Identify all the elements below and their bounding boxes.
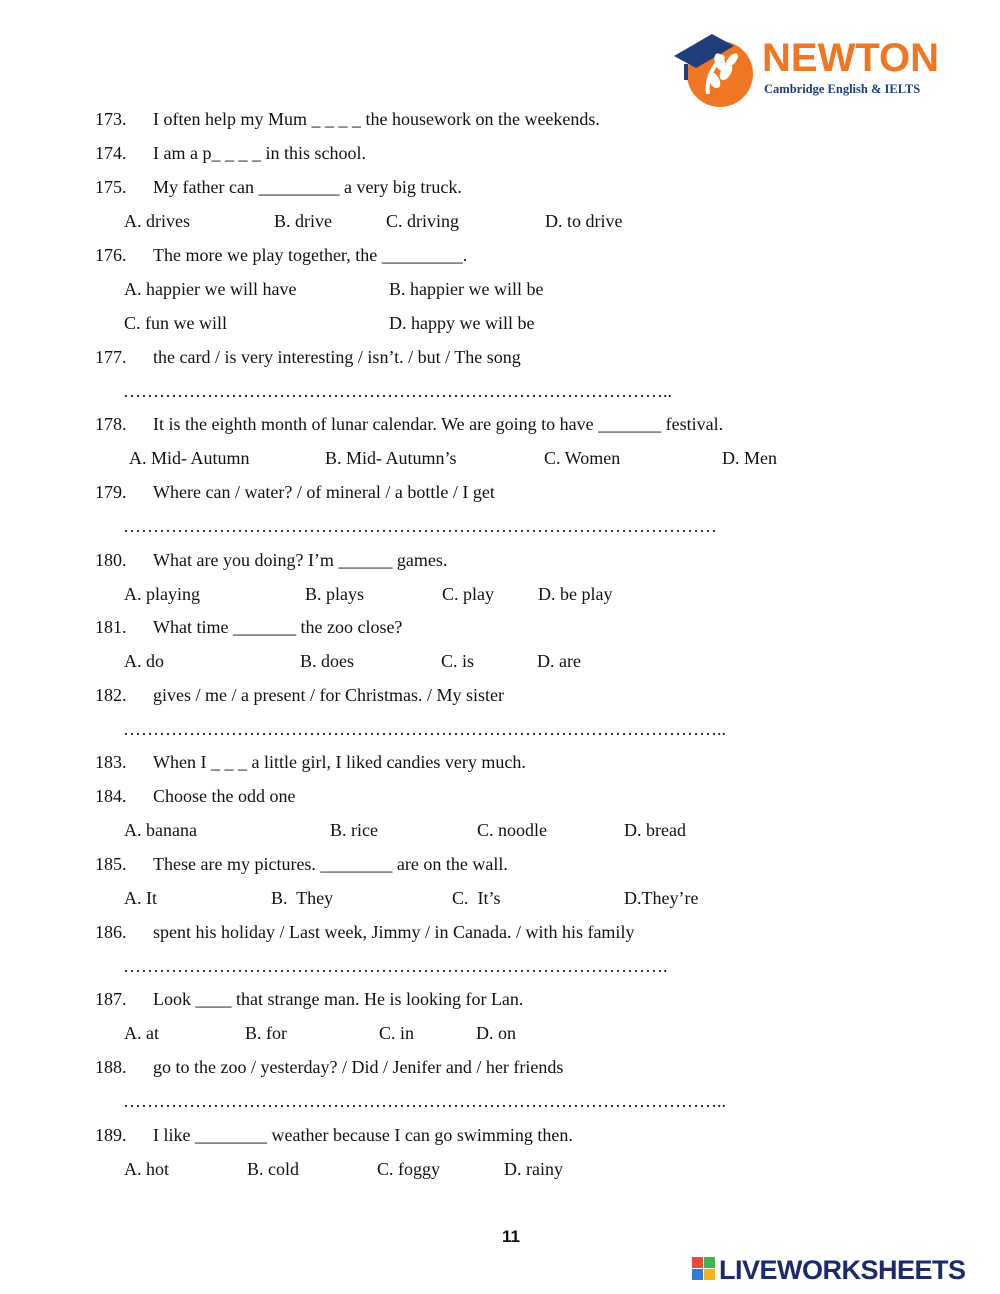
option-c[interactable]: C. driving (386, 211, 460, 231)
answer-dots[interactable]: ……………………………………………………………………………………… (123, 516, 717, 536)
question-number: 173. (95, 109, 127, 129)
question-number: 179. (95, 482, 127, 502)
question-text: Where can / water? / of mineral / a bottle / I get (153, 482, 495, 502)
question-number: 177. (95, 347, 127, 367)
option-d[interactable]: D. bread (624, 820, 686, 840)
option-c[interactable]: C. fun we will (124, 313, 227, 333)
answer-dots[interactable]: ……………………………………………………………………………………….. (123, 719, 726, 739)
option-d[interactable]: D. Men (722, 448, 777, 468)
question-number: 181. (95, 617, 127, 637)
question-number: 188. (95, 1057, 127, 1077)
option-c[interactable]: C. Women (544, 448, 621, 468)
option-c[interactable]: C. is (441, 651, 475, 671)
option-d[interactable]: D. rainy (504, 1159, 563, 1179)
question-number: 175. (95, 177, 127, 197)
brand-tagline: Cambridge English & IELTS (764, 82, 921, 96)
question-number: 183. (95, 752, 127, 772)
question-text: the card / is very interesting / isn’t. / but / The song (153, 347, 521, 367)
liveworksheets-cube-icon (692, 1257, 716, 1281)
question-number: 187. (95, 989, 127, 1009)
question-text: spent his holiday / Last week, Jimmy / in Canada. / with his family (153, 922, 635, 942)
page-number: 11 (502, 1227, 520, 1246)
option-c[interactable]: C. foggy (377, 1159, 440, 1179)
answer-dots[interactable]: ………………………………………………………………………………. (123, 956, 668, 976)
question-text: I often help my Mum _ _ _ _ the housework on the weekends. (153, 109, 600, 129)
option-c[interactable]: C. play (442, 584, 494, 604)
answer-dots[interactable]: ……………………………………………………………………………………….. (123, 1091, 726, 1111)
newton-logo (672, 22, 942, 112)
question-number: 189. (95, 1125, 127, 1145)
option-a[interactable]: A. banana (124, 820, 197, 840)
question-text: My father can _________ a very big truck. (153, 177, 462, 197)
option-a[interactable]: A. hot (124, 1159, 169, 1179)
option-b[interactable]: B. happier we will be (389, 279, 544, 299)
option-a[interactable]: A. playing (124, 584, 200, 604)
option-b[interactable]: B. plays (305, 584, 365, 604)
option-d[interactable]: D.They’re (624, 888, 699, 908)
question-text: What are you doing? I’m ______ games. (153, 550, 448, 570)
question-text: I am a p_ _ _ _ in this school. (153, 143, 366, 163)
question-text: These are my pictures. ________ are on the wall. (153, 854, 508, 874)
option-b[interactable]: B. cold (247, 1159, 299, 1179)
question-number: 182. (95, 685, 127, 705)
question-number: 180. (95, 550, 127, 570)
option-a[interactable]: A. It (124, 888, 157, 908)
question-text: What time _______ the zoo close? (153, 617, 403, 637)
question-number: 174. (95, 143, 127, 163)
option-b[interactable]: B. They (271, 888, 334, 908)
question-number: 176. (95, 245, 127, 265)
question-text: The more we play together, the _________. (153, 245, 468, 265)
option-d[interactable]: D. happy we will be (389, 313, 535, 333)
question-text: When I _ _ _ a little girl, I liked candies very much. (153, 752, 526, 772)
option-b[interactable]: B. does (300, 651, 354, 671)
option-c[interactable]: C. in (379, 1023, 415, 1043)
question-text: go to the zoo / yesterday? / Did / Jenifer and / her friends (153, 1057, 564, 1077)
answer-dots[interactable]: ……………………………………………………………………………….. (123, 381, 672, 401)
question-number: 186. (95, 922, 127, 942)
option-a[interactable]: A. at (124, 1023, 159, 1043)
option-b[interactable]: B. drive (274, 211, 332, 231)
option-b[interactable]: B. for (245, 1023, 287, 1043)
option-a[interactable]: A. happier we will have (124, 279, 297, 299)
option-d[interactable]: D. to drive (545, 211, 623, 231)
question-number: 185. (95, 854, 127, 874)
question-text: Choose the odd one (153, 786, 296, 806)
option-d[interactable]: D. on (476, 1023, 516, 1043)
option-b[interactable]: B. rice (330, 820, 378, 840)
question-text: It is the eighth month of lunar calendar. We are going to have _______ festival. (153, 414, 724, 434)
option-c[interactable]: C. noodle (477, 820, 547, 840)
option-a[interactable]: A. Mid- Autumn (129, 448, 250, 468)
option-b[interactable]: B. Mid- Autumn’s (325, 448, 457, 468)
question-text: I like ________ weather because I can go swimming then. (153, 1125, 573, 1145)
option-d[interactable]: D. be play (538, 584, 613, 604)
option-a[interactable]: A. drives (124, 211, 190, 231)
option-a[interactable]: A. do (124, 651, 164, 671)
brand-name: NEWTON (762, 36, 940, 80)
question-number: 178. (95, 414, 127, 434)
newton-emblem-icon (672, 22, 762, 112)
question-text: Look ____ that strange man. He is looking for Lan. (153, 989, 524, 1009)
question-text: gives / me / a present / for Christmas. / My sister (153, 685, 504, 705)
liveworksheets-wordmark: LIVEWORKSHEETS (719, 1255, 966, 1285)
option-d[interactable]: D. are (537, 651, 581, 671)
question-number: 184. (95, 786, 127, 806)
option-c[interactable]: C. It’s (452, 888, 501, 908)
